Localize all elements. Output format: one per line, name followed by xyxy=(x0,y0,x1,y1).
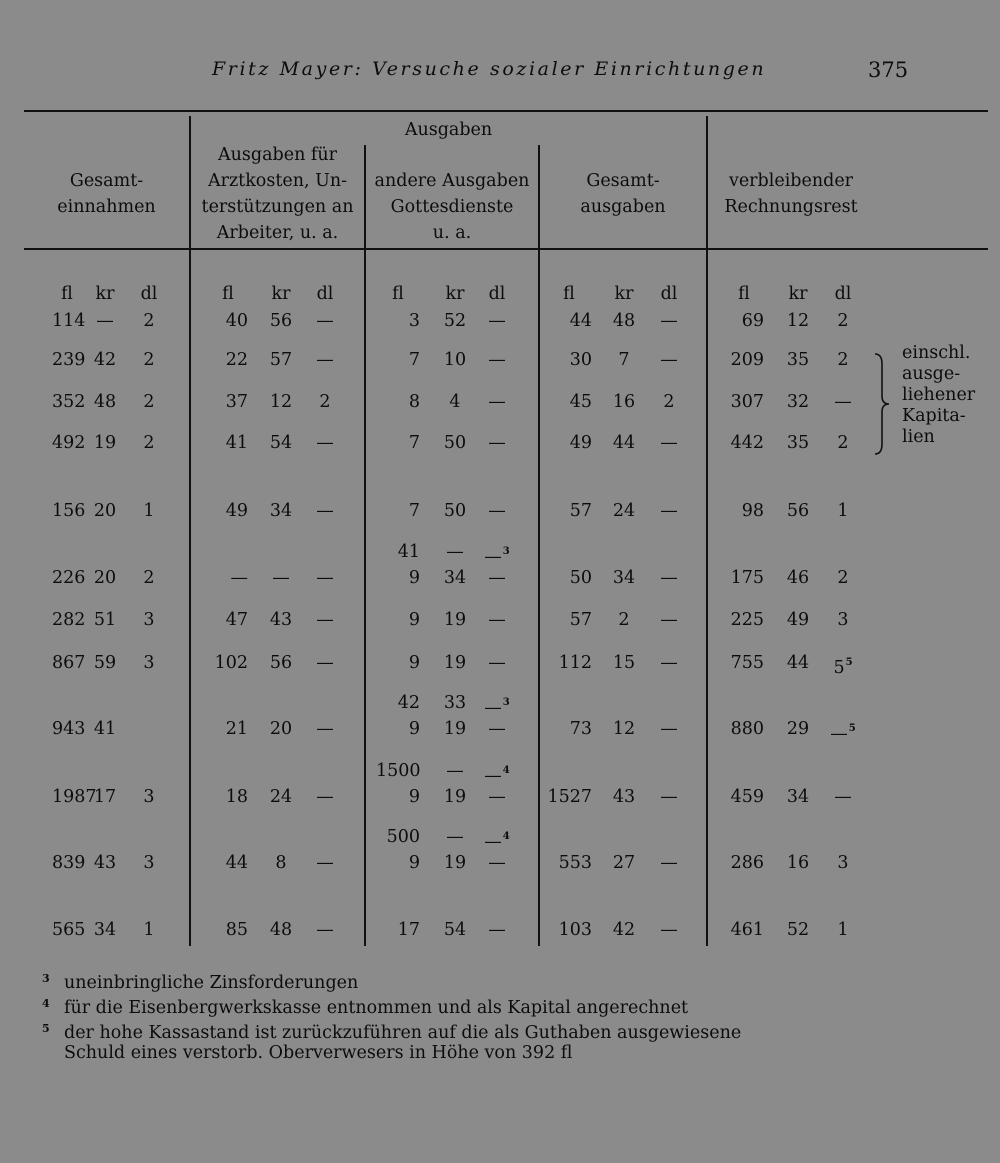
table-cell: 37 xyxy=(225,392,248,412)
table-cell: 48 xyxy=(612,311,636,331)
table-cell: 2 xyxy=(143,311,155,331)
table-cell: 52 xyxy=(443,311,467,331)
unit-label: kr xyxy=(614,284,634,304)
table-cell: 48 xyxy=(93,392,117,412)
table-cell: 9 xyxy=(408,568,420,588)
table-cell: 9 xyxy=(408,610,420,630)
table-cell: 2 xyxy=(663,392,675,412)
table-cell: 2 xyxy=(837,568,849,588)
unit-label: kr xyxy=(271,284,291,304)
table-cell: 50 xyxy=(443,433,467,453)
table-cell: 15 xyxy=(612,653,636,673)
header-line: ausgaben xyxy=(580,197,666,217)
table-cell: 44 xyxy=(569,311,592,331)
table-cell: 461 xyxy=(730,920,764,940)
table-cell: — xyxy=(660,653,678,673)
table-cell: 553 xyxy=(558,853,592,873)
header-line: verbleibender xyxy=(728,171,854,191)
table-cell: 459 xyxy=(730,787,764,807)
table-cell: 34 xyxy=(786,787,810,807)
footnote-ref: 4 xyxy=(502,765,510,776)
table-cell: 19 xyxy=(443,610,467,630)
table-cell: 7 xyxy=(408,433,420,453)
table-cell: 102 xyxy=(214,653,248,673)
table-cell: 56 xyxy=(269,311,293,331)
header-line: terstützungen an xyxy=(201,197,354,217)
footnote-text: Schuld eines verstorb. Oberverwesers in Höhe von 392 fl xyxy=(64,1043,573,1063)
table-cell: 54 xyxy=(443,920,467,940)
header-ausgaben: Ausgaben xyxy=(404,120,493,140)
table-cell: 44 xyxy=(612,433,636,453)
header-line: einnahmen xyxy=(57,197,156,217)
table-cell: — xyxy=(660,311,678,331)
table-cell: — xyxy=(488,787,506,807)
table-cell: 43 xyxy=(93,853,117,873)
table-cell: 43 xyxy=(612,787,636,807)
column-divider xyxy=(538,145,540,946)
table-cell: 880 xyxy=(730,719,764,739)
table-cell: 225 xyxy=(730,610,764,630)
table-cell: 442 xyxy=(730,433,764,453)
header-line: Gottesdienste xyxy=(390,197,514,217)
footnote-text: der hohe Kassastand ist zurückzuführen auf die als Guthaben ausgewiesene xyxy=(64,1023,742,1043)
table-cell: —$^4$ xyxy=(484,831,510,852)
table-cell: 19 xyxy=(93,433,117,453)
table-cell: 19 xyxy=(443,719,467,739)
table-cell: 307 xyxy=(730,392,764,412)
table-cell: 49 xyxy=(225,501,248,521)
table-cell: 32 xyxy=(786,392,810,412)
unit-label: kr xyxy=(95,284,115,304)
table-cell: 3 xyxy=(143,853,155,873)
unit-label: dl xyxy=(140,284,158,304)
table-cell: 1500 xyxy=(376,761,421,781)
table-cell: 48 xyxy=(269,920,293,940)
table-cell: 2 xyxy=(143,433,155,453)
table-cell: 239 xyxy=(52,350,86,370)
table-cell: 103 xyxy=(558,920,592,940)
table-cell: — xyxy=(488,719,506,739)
footnote-ref: 5 xyxy=(845,657,853,668)
table-cell: 17 xyxy=(397,920,420,940)
table-cell: 45 xyxy=(569,392,592,412)
header-gesamtausgaben xyxy=(540,168,706,220)
table-cell: 2 xyxy=(143,392,155,412)
table-cell: 1 xyxy=(837,501,849,521)
table-cell: 56 xyxy=(269,653,293,673)
table-cell: 3 xyxy=(143,787,155,807)
table-cell: — xyxy=(660,787,678,807)
table-cell: — xyxy=(660,719,678,739)
table-cell: 98 xyxy=(741,501,764,521)
table-cell: 9 xyxy=(408,787,420,807)
table-cell: — xyxy=(834,392,852,412)
table-cell: 2 xyxy=(319,392,331,412)
footnote-ref: 3 xyxy=(502,546,510,557)
bracket-note: einschl. ausge- liehener Kapita- lien xyxy=(902,343,976,447)
table-cell: 114 xyxy=(52,311,86,331)
unit-label: kr xyxy=(445,284,465,304)
table-cell: 46 xyxy=(786,568,810,588)
table-cell: 12 xyxy=(612,719,636,739)
table-cell: — xyxy=(316,501,334,521)
table-cell: 41 xyxy=(397,542,420,562)
table-cell: 51 xyxy=(93,610,117,630)
table-cell: — xyxy=(96,311,114,331)
table-cell: 19 xyxy=(443,787,467,807)
footnote-mark: 3 xyxy=(42,972,50,985)
table-cell: 3 xyxy=(408,311,420,331)
table-cell: 34 xyxy=(443,568,467,588)
table-cell: 42 xyxy=(93,350,117,370)
table-cell: — xyxy=(488,350,506,370)
header-bottom-rule xyxy=(24,248,988,250)
table-cell: 867 xyxy=(52,653,86,673)
table-cell: — xyxy=(488,568,506,588)
table-cell: 839 xyxy=(52,853,86,873)
table-cell: — xyxy=(488,392,506,412)
table-cell: — xyxy=(660,433,678,453)
table-cell: —$^4$ xyxy=(484,765,510,786)
header-line: Gesamt- xyxy=(586,171,660,191)
table-cell: 19 xyxy=(443,853,467,873)
table-cell: — xyxy=(834,787,852,807)
table-cell: — xyxy=(446,542,464,562)
table-cell: 35 xyxy=(786,433,810,453)
table-cell: 17 xyxy=(93,787,117,807)
table-cell: 9 xyxy=(408,653,420,673)
table-cell: 2 xyxy=(837,350,849,370)
table-cell: — xyxy=(660,920,678,940)
table-cell: 10 xyxy=(443,350,467,370)
table-cell: 57 xyxy=(569,610,592,630)
table-cell: 8 xyxy=(408,392,420,412)
table-cell: 34 xyxy=(612,568,636,588)
footnote-ref: 4 xyxy=(502,831,510,842)
table-cell: 54 xyxy=(269,433,293,453)
header-line: Arbeiter, u. a. xyxy=(216,223,339,243)
table-cell: — xyxy=(660,501,678,521)
table-cell: 3 xyxy=(143,653,155,673)
table-cell: 44 xyxy=(786,653,810,673)
table-cell: — xyxy=(316,433,334,453)
table-cell: — xyxy=(316,653,334,673)
table-cell: —$^3$ xyxy=(484,546,510,567)
table-cell: 5$^5$ xyxy=(833,657,853,678)
column-divider xyxy=(364,145,366,946)
table-cell: 24 xyxy=(269,787,293,807)
table-cell: 49 xyxy=(786,610,810,630)
column-divider xyxy=(706,116,708,946)
unit-label: dl xyxy=(316,284,334,304)
table-cell: 18 xyxy=(225,787,248,807)
table-cell: 1 xyxy=(143,920,155,940)
unit-label: fl xyxy=(738,284,750,304)
table-cell: 21 xyxy=(225,719,248,739)
header-line: Arztkosten, Un- xyxy=(207,171,348,191)
table-cell: — xyxy=(446,827,464,847)
unit-label: fl xyxy=(392,284,404,304)
table-cell: — xyxy=(660,853,678,873)
table-cell: 29 xyxy=(786,719,810,739)
table-cell: — xyxy=(316,920,334,940)
table-cell: 9 xyxy=(408,853,420,873)
unit-label: fl xyxy=(563,284,575,304)
unit-label: dl xyxy=(488,284,506,304)
table-cell: 52 xyxy=(786,920,810,940)
table-cell: 41 xyxy=(225,433,248,453)
running-title: Fritz Mayer: Versuche sozialer Einrichtungen xyxy=(212,58,767,80)
table-cell: 12 xyxy=(269,392,293,412)
header-line: andere Ausgaben xyxy=(374,171,530,191)
table-cell: 40 xyxy=(225,311,248,331)
table-cell: 209 xyxy=(730,350,764,370)
table-cell: 1987 xyxy=(52,787,97,807)
table-cell: 47 xyxy=(225,610,248,630)
header-gesamteinnahmen xyxy=(24,168,189,220)
table-cell: 2 xyxy=(837,311,849,331)
unit-label: dl xyxy=(660,284,678,304)
table-cell: 42 xyxy=(612,920,636,940)
table-cell: 19 xyxy=(443,653,467,673)
table-cell: 59 xyxy=(93,653,117,673)
table-cell: 4 xyxy=(449,392,461,412)
table-cell: 22 xyxy=(225,350,248,370)
table-cell: 33 xyxy=(443,693,467,713)
table-cell: 500 xyxy=(386,827,420,847)
table-cell: 20 xyxy=(93,501,117,521)
table-cell: 56 xyxy=(786,501,810,521)
table-cell: 49 xyxy=(569,433,592,453)
footnote-ref: 5 xyxy=(848,723,856,734)
top-rule xyxy=(24,110,988,112)
table-cell: 3 xyxy=(143,610,155,630)
table-cell: 50 xyxy=(443,501,467,521)
table-cell: 3 xyxy=(837,610,849,630)
table-cell: — xyxy=(316,568,334,588)
table-cell: 41 xyxy=(93,719,117,739)
table-cell: 286 xyxy=(730,853,764,873)
table-cell: — xyxy=(316,350,334,370)
table-cell: 943 xyxy=(52,719,86,739)
table-cell: — xyxy=(316,311,334,331)
table-cell: 27 xyxy=(612,853,636,873)
table-cell: —$^5$ xyxy=(830,723,856,744)
table-cell: — xyxy=(660,350,678,370)
table-cell: 16 xyxy=(612,392,636,412)
table-cell: 20 xyxy=(93,568,117,588)
unit-label: fl xyxy=(61,284,73,304)
right-brace-icon xyxy=(872,352,894,456)
table-cell: — xyxy=(488,610,506,630)
table-cell: 2 xyxy=(143,568,155,588)
table-cell: 69 xyxy=(741,311,764,331)
table-cell: 1 xyxy=(143,501,155,521)
table-cell: — xyxy=(272,568,290,588)
table-cell: — xyxy=(316,610,334,630)
table-cell: 7 xyxy=(408,501,420,521)
table-cell: — xyxy=(488,920,506,940)
footnote-text: für die Eisenbergwerkskasse entnommen und als Kapital angerechnet xyxy=(64,998,689,1018)
table-cell: 565 xyxy=(52,920,86,940)
unit-label: dl xyxy=(834,284,852,304)
header-arztkosten xyxy=(191,142,364,246)
table-cell: 73 xyxy=(569,719,592,739)
table-cell: 16 xyxy=(786,853,810,873)
table-cell: 50 xyxy=(569,568,592,588)
table-cell: — xyxy=(488,501,506,521)
unit-label: fl xyxy=(222,284,234,304)
footnote-ref: 3 xyxy=(502,697,510,708)
table-cell: — xyxy=(488,653,506,673)
table-cell: 175 xyxy=(730,568,764,588)
table-cell: 2 xyxy=(143,350,155,370)
page-number: 375 xyxy=(868,58,909,82)
table-cell: 352 xyxy=(52,392,86,412)
table-cell: — xyxy=(230,568,248,588)
table-cell: — xyxy=(316,853,334,873)
table-cell: 35 xyxy=(786,350,810,370)
unit-label: kr xyxy=(788,284,808,304)
table-cell: 8 xyxy=(275,853,287,873)
table-cell: 57 xyxy=(569,501,592,521)
table-cell: 24 xyxy=(612,501,636,521)
table-cell: 156 xyxy=(52,501,86,521)
table-cell: 85 xyxy=(225,920,248,940)
header-line: Gesamt- xyxy=(69,171,144,191)
table-cell: — xyxy=(660,568,678,588)
table-cell: 42 xyxy=(397,693,420,713)
table-cell: 1527 xyxy=(547,787,592,807)
footnote-mark: 4 xyxy=(42,997,50,1010)
table-cell: 30 xyxy=(569,350,592,370)
table-cell: 9 xyxy=(408,719,420,739)
table-cell: 112 xyxy=(558,653,592,673)
table-cell: 1 xyxy=(837,920,849,940)
table-cell: 7 xyxy=(618,350,630,370)
table-cell: — xyxy=(316,719,334,739)
header-line: Rechnungsrest xyxy=(724,197,858,217)
table-cell: 57 xyxy=(269,350,293,370)
table-cell: 20 xyxy=(269,719,293,739)
footnote xyxy=(64,1041,572,1066)
table-cell: — xyxy=(446,761,464,781)
table-cell: 2 xyxy=(618,610,630,630)
header-line: Ausgaben für xyxy=(217,145,338,165)
table-cell: 2 xyxy=(837,433,849,453)
header-line: u. a. xyxy=(432,223,472,243)
table-cell: 34 xyxy=(269,501,293,521)
table-cell: 3 xyxy=(837,853,849,873)
table-cell: 44 xyxy=(225,853,248,873)
footnote-mark: 5 xyxy=(42,1022,50,1035)
header-rechnungsrest xyxy=(708,168,874,220)
table-cell: 34 xyxy=(93,920,117,940)
table-cell: 226 xyxy=(52,568,86,588)
table-cell: — xyxy=(488,433,506,453)
table-cell: — xyxy=(488,311,506,331)
table-cell: 282 xyxy=(52,610,86,630)
table-cell: — xyxy=(660,610,678,630)
table-cell: —$^3$ xyxy=(484,697,510,718)
table-cell: 7 xyxy=(408,350,420,370)
table-cell: — xyxy=(316,787,334,807)
footnote-text: uneinbringliche Zinsforderungen xyxy=(64,973,359,993)
table-cell: — xyxy=(488,853,506,873)
header-andere-ausgaben xyxy=(366,168,538,246)
table-cell: 755 xyxy=(730,653,764,673)
table-cell: 43 xyxy=(269,610,293,630)
table-cell: 492 xyxy=(52,433,86,453)
table-cell: 12 xyxy=(786,311,810,331)
